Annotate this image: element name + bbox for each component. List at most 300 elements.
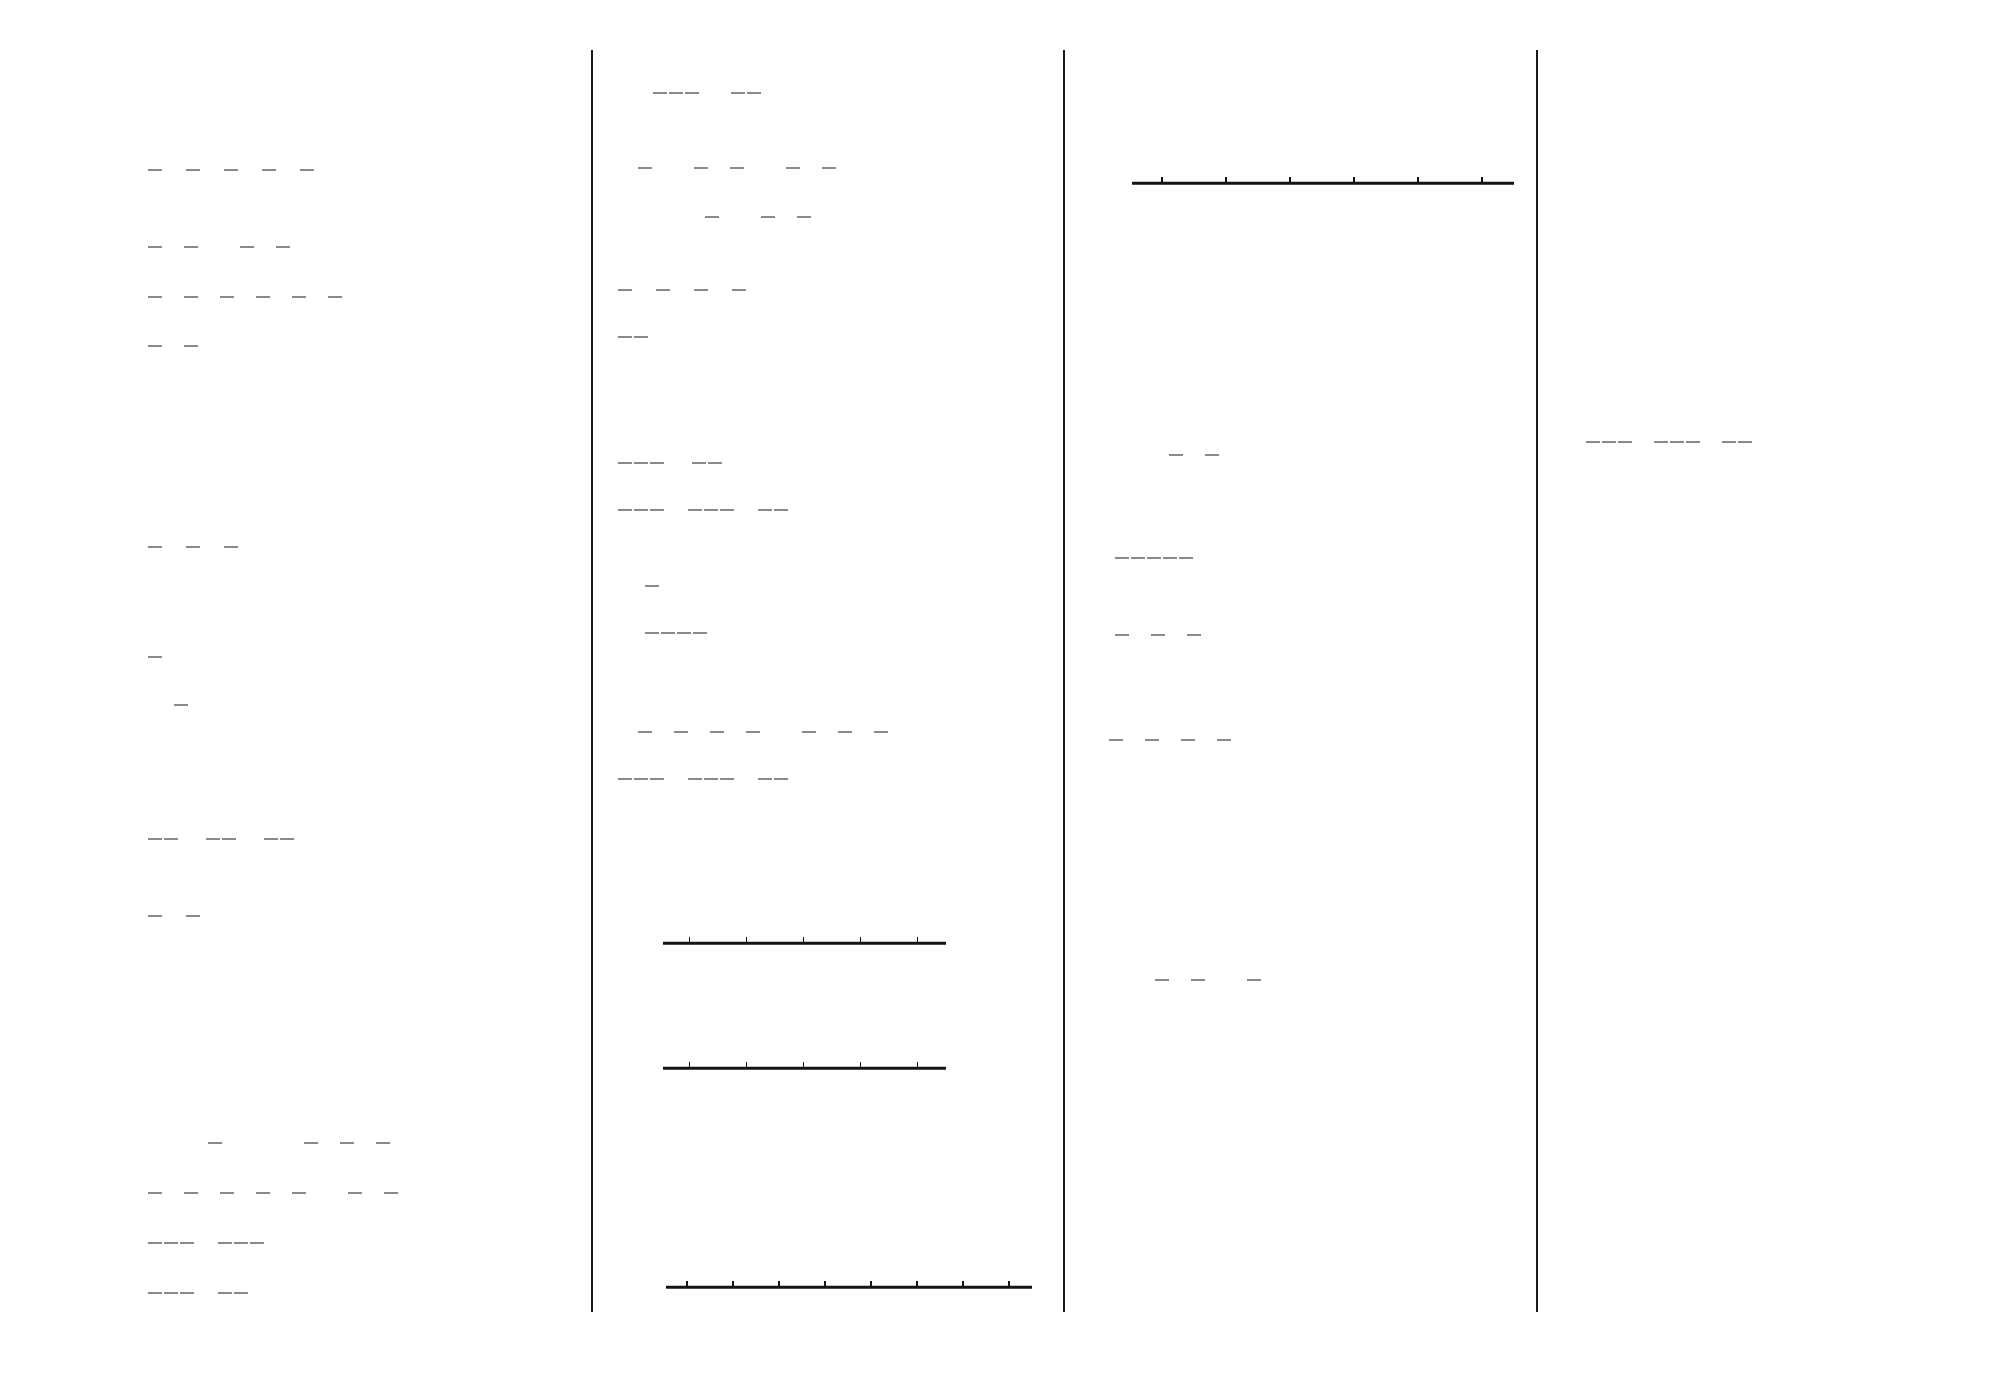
column-page105-left: [147, 0, 567, 1388]
fraction: [692, 462, 706, 465]
fraction: [218, 1292, 232, 1295]
fraction: [186, 546, 200, 549]
axis-tick: [860, 937, 862, 943]
fraction: [234, 1292, 248, 1295]
fraction: [786, 167, 800, 170]
fraction: [694, 289, 708, 292]
fraction: [220, 296, 234, 299]
fraction: [148, 296, 162, 299]
fraction: [1145, 739, 1159, 742]
fraction: [1602, 441, 1616, 444]
tally-chart-shoe-sizes: [664, 1195, 1032, 1315]
paper-strips-diagram: [170, 970, 425, 1065]
answer-item: [1653, 441, 1701, 444]
fraction: [688, 509, 702, 512]
denominator: [1196, 981, 1200, 982]
denominator: [709, 780, 713, 781]
fraction: [634, 509, 648, 512]
answer-line: [1088, 454, 1220, 457]
fraction: [328, 296, 342, 299]
fraction: [340, 1142, 354, 1145]
fraction: [220, 1192, 234, 1195]
answer-line: [644, 632, 708, 635]
answer-line: [1088, 739, 1232, 742]
fraction: [292, 1192, 306, 1195]
answer-item: [147, 915, 163, 918]
matching-lines-figure: [168, 100, 253, 142]
answer-line: [1585, 441, 1753, 444]
denominator: [623, 338, 627, 339]
denominator: [674, 94, 678, 95]
denominator: [693, 511, 697, 512]
fraction: [148, 246, 162, 249]
fraction: [693, 632, 707, 635]
answer-item: [691, 462, 723, 465]
denominator: [752, 94, 756, 95]
denominator: [735, 169, 739, 170]
tally-chart-car-colors: [1130, 95, 1514, 207]
answer-line: [147, 656, 163, 659]
answer-line: [644, 585, 660, 588]
answer-item: [1585, 441, 1633, 444]
apples-grouping-figure: [168, 398, 268, 466]
denominator: [643, 169, 647, 170]
axis-tick: [1417, 177, 1419, 183]
denominator: [827, 169, 831, 170]
answer-item: [147, 246, 163, 249]
answer-line: [147, 838, 295, 841]
answer-line: [1114, 634, 1262, 637]
fraction: [148, 1192, 162, 1195]
denominator: [710, 218, 714, 219]
fraction: [797, 216, 811, 219]
answer-item: [687, 778, 735, 781]
fraction: [874, 731, 888, 734]
fraction: [234, 1242, 248, 1245]
denominator: [658, 94, 662, 95]
denominator: [1607, 443, 1611, 444]
fraction: [732, 289, 746, 292]
fraction: [656, 289, 670, 292]
answer-item: [217, 1242, 265, 1245]
fraction: [618, 289, 632, 292]
denominator: [1691, 443, 1695, 444]
denominator: [763, 780, 767, 781]
fraction: [1618, 441, 1632, 444]
denominator: [623, 780, 627, 781]
denominator: [1210, 456, 1214, 457]
fraction: [148, 656, 162, 659]
denominator: [699, 169, 703, 170]
fraction: [720, 778, 734, 781]
answer-line: [1114, 557, 1194, 560]
denominator: [261, 1194, 265, 1195]
denominator: [639, 511, 643, 512]
denominator: [309, 1144, 313, 1145]
denominator: [843, 733, 847, 734]
answer-line: [617, 336, 671, 339]
fraction: [634, 336, 648, 339]
denominator: [779, 511, 783, 512]
denominator: [725, 780, 729, 781]
answer-item: [617, 336, 649, 339]
x-axis-line: [1132, 182, 1514, 185]
denominator: [389, 1194, 393, 1195]
denominator: [655, 511, 659, 512]
denominator: [225, 1194, 229, 1195]
fraction: [148, 546, 162, 549]
fraction: [774, 778, 788, 781]
fraction: [694, 167, 708, 170]
fraction: [645, 585, 659, 588]
answer-item: [147, 546, 163, 549]
answer-item: [1114, 634, 1130, 637]
fraction: [218, 1242, 232, 1245]
fraction: [704, 509, 718, 512]
fraction: [164, 1242, 178, 1245]
denominator: [153, 298, 157, 299]
page-divider: [1063, 50, 1065, 1312]
answer-line: [173, 704, 189, 707]
denominator: [650, 587, 654, 588]
fraction: [758, 509, 772, 512]
answer-item: [652, 92, 700, 95]
fraction: [685, 92, 699, 95]
fraction: [208, 1142, 222, 1145]
axis-tick: [916, 1281, 918, 1287]
fraction: [634, 778, 648, 781]
denominator: [211, 840, 215, 841]
axis-tick: [962, 1281, 964, 1287]
answer-item: [147, 838, 179, 841]
denominator: [189, 1194, 193, 1195]
fraction: [184, 345, 198, 348]
denominator: [153, 347, 157, 348]
axis-tick: [746, 1062, 748, 1068]
fraction: [653, 92, 667, 95]
denominator: [802, 218, 806, 219]
tally-chart-group-1: [661, 880, 946, 975]
fraction: [708, 462, 722, 465]
denominator: [699, 291, 703, 292]
fraction: [761, 216, 775, 219]
fraction: [1738, 441, 1752, 444]
column-page106-left: [1088, 0, 1512, 1388]
denominator: [807, 733, 811, 734]
answer-item: [147, 1242, 195, 1245]
denominator: [305, 171, 309, 172]
fraction: [1686, 441, 1700, 444]
denominator: [189, 347, 193, 348]
fraction: [184, 246, 198, 249]
fraction: [300, 169, 314, 172]
denominator: [269, 840, 273, 841]
answer-line: [147, 296, 343, 299]
axis-tick: [803, 937, 805, 943]
answer-line: [617, 167, 837, 170]
fraction: [206, 838, 220, 841]
answer-item: [147, 169, 163, 172]
answer-item: [617, 778, 665, 781]
denominator: [682, 634, 686, 635]
denominator: [766, 218, 770, 219]
fraction: [1131, 557, 1145, 560]
fraction: [348, 1192, 362, 1195]
denominator: [169, 1294, 173, 1295]
fraction: [1722, 441, 1736, 444]
answer-item: [183, 345, 199, 348]
fraction: [674, 731, 688, 734]
fraction: [240, 246, 254, 249]
denominator: [1192, 636, 1196, 637]
fraction: [1247, 979, 1261, 982]
denominator: [1623, 443, 1627, 444]
denominator: [713, 464, 717, 465]
axis-tick: [917, 1062, 919, 1068]
denominator: [1120, 636, 1124, 637]
denominator: [191, 171, 195, 172]
denominator: [153, 1294, 157, 1295]
fraction: [618, 778, 632, 781]
fraction: [1586, 441, 1600, 444]
denominator: [185, 1294, 189, 1295]
fraction: [304, 1142, 318, 1145]
denominator: [698, 634, 702, 635]
answer-line: [147, 345, 199, 348]
fraction: [184, 296, 198, 299]
answer-item: [291, 296, 307, 299]
answer-item: [644, 585, 660, 588]
denominator: [1168, 559, 1172, 560]
fraction: [638, 167, 652, 170]
fraction: [224, 169, 238, 172]
denominator: [213, 1144, 217, 1145]
denominator: [229, 548, 233, 549]
denominator: [1156, 636, 1160, 637]
fraction: [774, 509, 788, 512]
fraction: [688, 778, 702, 781]
fraction: [1179, 557, 1193, 560]
fraction: [1147, 557, 1161, 560]
fraction: [747, 92, 761, 95]
denominator: [189, 248, 193, 249]
fraction: [705, 216, 719, 219]
denominator: [639, 464, 643, 465]
denominator: [153, 248, 157, 249]
fraction: [838, 731, 852, 734]
fraction: [148, 345, 162, 348]
fraction: [704, 778, 718, 781]
answer-line: [147, 1242, 265, 1245]
answer-item: [147, 1292, 195, 1295]
answer-item: [785, 167, 801, 170]
denominator: [1152, 559, 1156, 560]
fraction: [650, 509, 664, 512]
denominator: [297, 1194, 301, 1195]
denominator: [1222, 741, 1226, 742]
denominator: [623, 464, 627, 465]
denominator: [267, 171, 271, 172]
denominator: [639, 338, 643, 339]
fraction: [292, 296, 306, 299]
fraction: [618, 462, 632, 465]
answer-line: [147, 546, 239, 549]
fraction: [710, 731, 724, 734]
axis-tick: [689, 1062, 691, 1068]
fraction: [184, 1192, 198, 1195]
column-divider: [591, 50, 593, 1312]
denominator: [709, 511, 713, 512]
fraction: [650, 778, 664, 781]
denominator: [679, 733, 683, 734]
denominator: [381, 1144, 385, 1145]
denominator: [697, 464, 701, 465]
x-axis-line: [666, 1286, 1032, 1289]
denominator: [1186, 741, 1190, 742]
answer-line: [652, 92, 762, 95]
denominator: [1120, 559, 1124, 560]
denominator: [650, 634, 654, 635]
fraction: [1181, 739, 1195, 742]
answer-item: [617, 509, 665, 512]
fraction: [1654, 441, 1668, 444]
denominator: [223, 1294, 227, 1295]
denominator: [1659, 443, 1663, 444]
answer-line: [617, 778, 789, 781]
fraction: [1155, 979, 1169, 982]
fraction: [148, 1292, 162, 1295]
denominator: [1743, 443, 1747, 444]
denominator: [661, 291, 665, 292]
fraction: [1187, 634, 1201, 637]
answer-item: [147, 1192, 163, 1195]
denominator: [1174, 456, 1178, 457]
answer-item: [644, 632, 708, 635]
answer-item: [239, 246, 255, 249]
denominator: [736, 94, 740, 95]
denominator: [725, 511, 729, 512]
answer-line: [1114, 979, 1262, 982]
denominator: [169, 840, 173, 841]
denominator: [281, 248, 285, 249]
answer-item: [147, 296, 163, 299]
fraction: [376, 1142, 390, 1145]
answer-item: [223, 546, 239, 549]
axis-tick: [1225, 177, 1227, 183]
fraction: [661, 632, 675, 635]
denominator: [1252, 981, 1256, 982]
fraction: [186, 169, 200, 172]
denominator: [239, 1244, 243, 1245]
fraction: [180, 1242, 194, 1245]
fraction: [645, 632, 659, 635]
fraction: [677, 632, 691, 635]
tally-chart-group-2: [661, 995, 946, 1095]
fraction: [731, 92, 745, 95]
column-page106-right: [1558, 0, 1982, 1388]
answer-line: [147, 1292, 249, 1295]
fraction: [276, 246, 290, 249]
answer-line: [644, 216, 872, 219]
shape-boxes-figure: [170, 573, 526, 629]
fraction: [1115, 634, 1129, 637]
answer-line: [147, 1192, 399, 1195]
denominator: [189, 298, 193, 299]
denominator: [345, 1144, 349, 1145]
answer-line: [147, 1142, 391, 1145]
fraction: [250, 1242, 264, 1245]
denominator: [153, 917, 157, 918]
fraction: [730, 167, 744, 170]
axis-tick: [778, 1281, 780, 1287]
denominator: [169, 1244, 173, 1245]
denominator: [1675, 443, 1679, 444]
fraction: [1191, 979, 1205, 982]
axis-tick: [1161, 177, 1163, 183]
denominator: [737, 291, 741, 292]
fraction: [1163, 557, 1177, 560]
answer-line: [147, 915, 245, 918]
fraction: [618, 336, 632, 339]
answer-item: [1721, 441, 1753, 444]
axis-tick: [686, 1281, 688, 1287]
fraction: [148, 915, 162, 918]
fraction: [1115, 557, 1129, 560]
denominator: [763, 511, 767, 512]
fraction: [384, 1192, 398, 1195]
fraction: [822, 167, 836, 170]
fraction: [638, 731, 652, 734]
column-divider: [1536, 50, 1538, 1312]
answer-line: [147, 169, 315, 172]
axis-tick: [870, 1281, 872, 1287]
answer-item: [1114, 557, 1194, 560]
fraction: [1169, 454, 1183, 457]
answer-item: [185, 546, 201, 549]
answer-line: [147, 246, 291, 249]
denominator: [245, 248, 249, 249]
answer-item: [730, 92, 762, 95]
answer-line: [617, 509, 789, 512]
denominator: [153, 658, 157, 659]
denominator: [153, 840, 157, 841]
denominator: [1591, 443, 1595, 444]
answer-line: [617, 462, 723, 465]
answer-item: [205, 838, 237, 841]
denominator: [153, 548, 157, 549]
axis-tick: [746, 937, 748, 943]
axis-tick: [860, 1062, 862, 1068]
axis-tick: [1353, 177, 1355, 183]
axis-tick: [824, 1281, 826, 1287]
denominator: [655, 464, 659, 465]
fraction: [1217, 739, 1231, 742]
fraction: [758, 778, 772, 781]
denominator: [1136, 559, 1140, 560]
denominator: [715, 733, 719, 734]
fraction: [650, 462, 664, 465]
denominator: [1160, 981, 1164, 982]
fraction: [280, 838, 294, 841]
fraction: [1151, 634, 1165, 637]
denominator: [185, 1244, 189, 1245]
fraction: [164, 838, 178, 841]
denominator: [227, 840, 231, 841]
denominator: [223, 1244, 227, 1245]
fraction: [1109, 739, 1123, 742]
fraction: [669, 92, 683, 95]
answer-item: [219, 296, 235, 299]
